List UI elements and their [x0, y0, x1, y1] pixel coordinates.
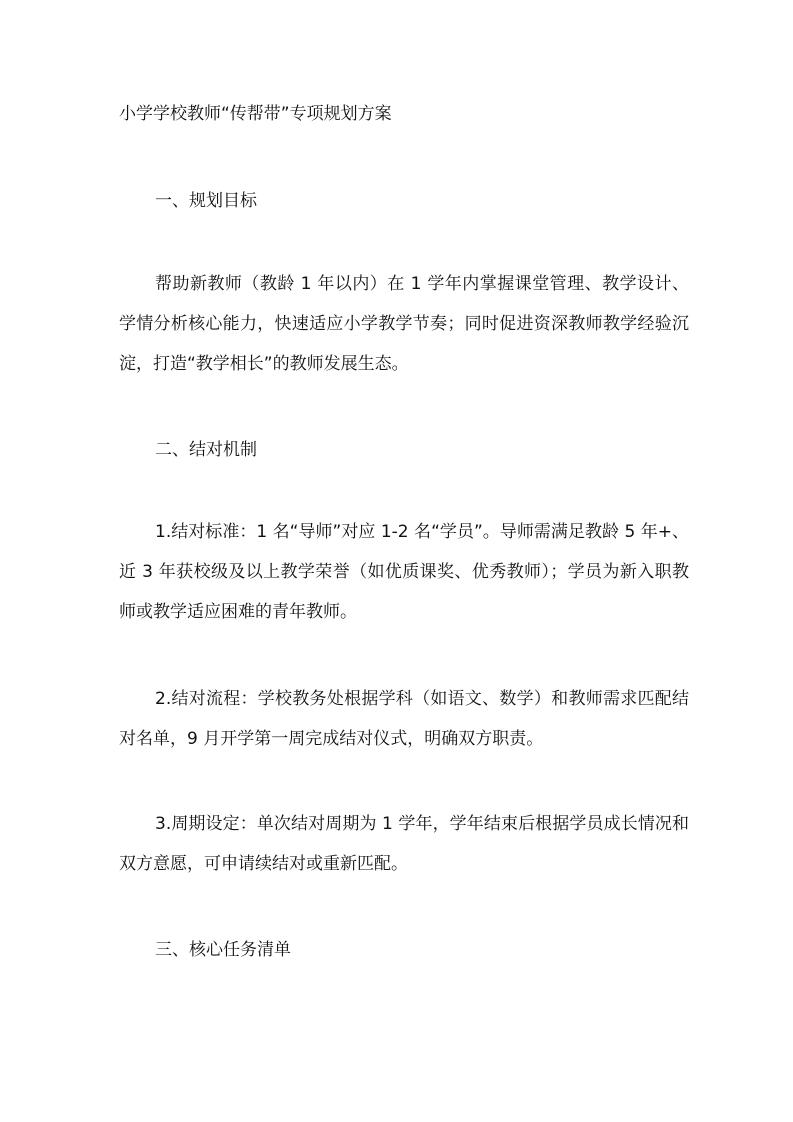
section-heading-tasks: 三、核心任务清单: [155, 940, 291, 960]
paragraph-goals: 帮助新教师（教龄 1 年以内）在 1 学年内掌握课堂管理、教学设计、学情分析核心能力，快速适应小学教学节奏；同时促进资深教师教学经验沉淀，打造“教学相长”的教师发展生态。: [119, 274, 689, 374]
section-heading-goals: 一、规划目标: [155, 191, 257, 211]
paragraph-pairing-cycle: 3.周期设定：单次结对周期为 1 学年，学年结束后根据学员成长情况和双方意愿，可申请续结对或重新匹配。: [119, 814, 689, 874]
document-title: 小学学校教师“传帮带”专项规划方案: [119, 104, 392, 124]
paragraph-pairing-standard: 1.结对标准：1 名“导师”对应 1-2 名“学员”。导师需满足教龄 5 年+、近 3 年获校级及以上教学荣誉（如优质课奖、优秀教师）；学员为新入职教师或教学适应困难的青年教师。: [119, 522, 689, 622]
section-heading-pairing: 二、结对机制: [155, 440, 257, 460]
paragraph-pairing-process: 2.结对流程：学校教务处根据学科（如语文、数学）和教师需求匹配结对名单，9 月开学第一周完成结对仪式，明确双方职责。: [119, 689, 689, 749]
